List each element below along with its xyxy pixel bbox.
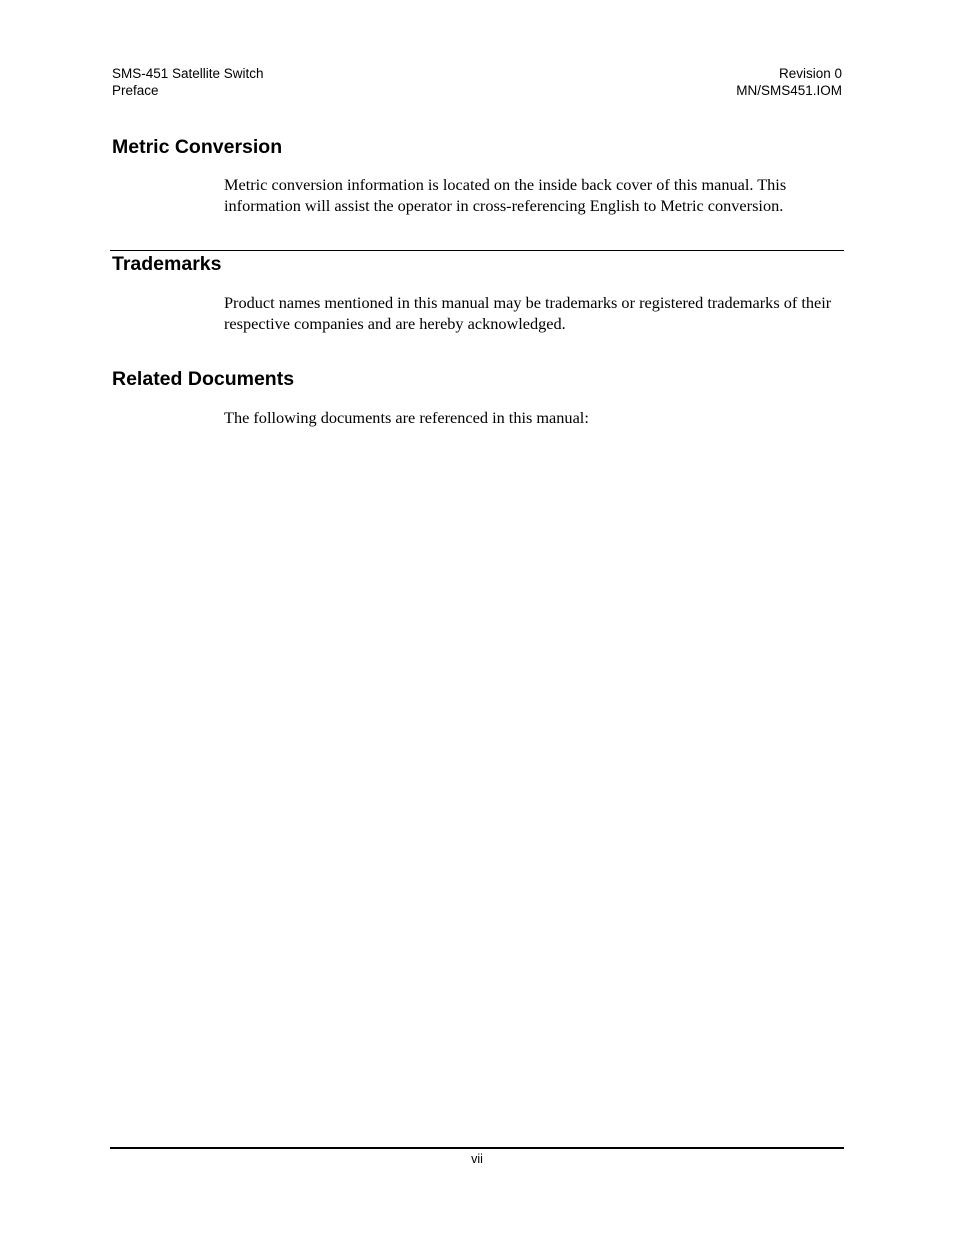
section-paragraph-related-documents: The following documents are referenced in this manual: [224, 408, 589, 427]
section-heading-metric-conversion: Metric Conversion [112, 136, 283, 158]
section-heading-trademarks: Trademarks [112, 253, 222, 275]
section-paragraph-trademarks: Product names mentioned in this manual may be trademarks or registered trademarks of their respective companies and are hereby acknowledged. [224, 293, 832, 333]
section-heading-related-documents: Related Documents [112, 368, 295, 390]
page-header-right [736, 66, 842, 99]
header-product-title: SMS-451 Satellite Switch [112, 66, 264, 81]
page-header-left [112, 66, 264, 99]
section-divider [110, 250, 844, 251]
header-document-number: MN/SMS451.IOM [736, 82, 842, 98]
footer-divider [110, 1147, 844, 1149]
section-paragraph-metric-conversion: Metric conversion information is located on the inside back cover of this manual. This information will assist the operator in cross-referencing English to Metric conversion. [224, 175, 787, 215]
page-number: vii [471, 1152, 483, 1166]
header-section-name: Preface [112, 82, 159, 98]
header-revision: Revision 0 [778, 66, 842, 81]
